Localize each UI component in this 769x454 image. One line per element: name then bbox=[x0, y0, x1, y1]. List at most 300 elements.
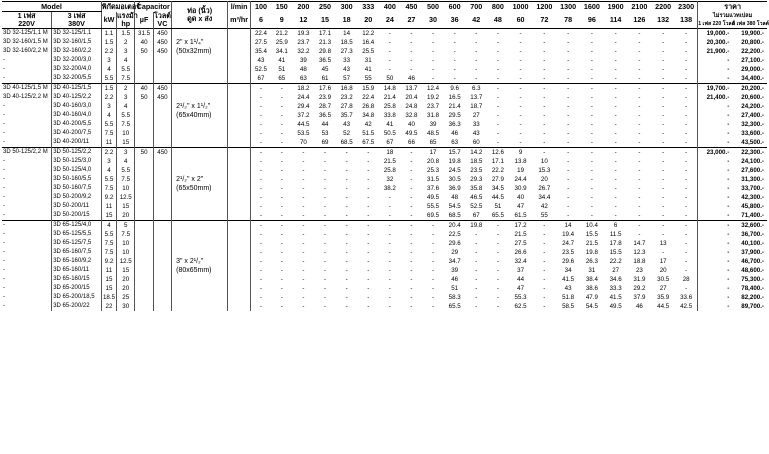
head-value: - bbox=[590, 194, 593, 201]
row-spacer bbox=[228, 166, 251, 175]
price-3ph: 34,400.- bbox=[741, 75, 764, 82]
head-value: - bbox=[519, 103, 522, 110]
flow-m3hr-1: 9 bbox=[279, 14, 284, 24]
head-value: 26.7 bbox=[538, 185, 551, 192]
head-value: - bbox=[567, 176, 570, 183]
vc-value bbox=[153, 275, 171, 284]
head-value: - bbox=[410, 231, 413, 238]
model-3ph: 3D 32-160/2,2 bbox=[52, 47, 102, 56]
flow-m3hr-13: 72 bbox=[540, 14, 549, 24]
flow-lmin-11: 800 bbox=[491, 1, 504, 11]
head-value: - bbox=[410, 303, 413, 310]
model-header: Model bbox=[2, 2, 101, 12]
head-value: - bbox=[614, 158, 617, 165]
model-1ph: - bbox=[2, 211, 52, 221]
head-value: - bbox=[259, 121, 262, 128]
head-value: - bbox=[271, 221, 293, 231]
kw-value: 1.5 bbox=[101, 84, 116, 94]
price-3ph: 24,200.- bbox=[741, 103, 764, 110]
head-value: - bbox=[453, 48, 456, 55]
head-value: 21.2 bbox=[271, 29, 293, 39]
head-value: - bbox=[567, 185, 570, 192]
price-1ph: - bbox=[727, 57, 730, 64]
head-value: - bbox=[662, 66, 665, 73]
model-1ph: - bbox=[2, 166, 52, 175]
pipe-size bbox=[172, 29, 228, 39]
head-value: - bbox=[519, 57, 522, 64]
head-value: - bbox=[280, 103, 283, 110]
row-spacer bbox=[228, 230, 251, 239]
row-spacer bbox=[228, 29, 251, 39]
row-spacer bbox=[228, 38, 251, 47]
head-value: 15.7 bbox=[444, 148, 466, 158]
head-value: - bbox=[567, 167, 570, 174]
head-value: - bbox=[302, 203, 305, 210]
head-value: - bbox=[556, 148, 580, 158]
head-value: - bbox=[662, 75, 665, 82]
head-value: 47 bbox=[517, 285, 525, 292]
head-value: - bbox=[519, 75, 522, 82]
head-value: - bbox=[543, 267, 546, 274]
row-spacer bbox=[228, 193, 251, 202]
vc-value bbox=[153, 211, 171, 221]
price-1ph: 19,000.- bbox=[698, 29, 733, 39]
price-3ph: 46,700.- bbox=[741, 258, 764, 265]
model-3ph: 3D 65-125/5,5 bbox=[52, 230, 102, 239]
head-value: - bbox=[280, 212, 283, 219]
head-value: - bbox=[604, 84, 628, 94]
model-3ph: 3D 32-200/5,5 bbox=[52, 74, 102, 84]
kw-value: 7.5 bbox=[101, 248, 116, 257]
table-row bbox=[2, 138, 767, 148]
head-value: - bbox=[487, 29, 509, 39]
flow-m3hr-11: 48 bbox=[493, 14, 502, 24]
vc-value: 450 bbox=[153, 47, 171, 56]
vc-value: 450 bbox=[153, 93, 171, 102]
head-value: - bbox=[302, 158, 305, 165]
head-value: 25.3 bbox=[427, 167, 440, 174]
pipe-size: (65x40mm) bbox=[172, 111, 228, 120]
head-value: 29.3 bbox=[470, 176, 483, 183]
head-value: - bbox=[410, 48, 413, 55]
kw-value: 2.2 bbox=[101, 148, 116, 158]
row-spacer bbox=[228, 175, 251, 184]
head-value: 31 bbox=[588, 267, 596, 274]
head-value: 42.5 bbox=[675, 302, 698, 311]
head-value: - bbox=[567, 158, 570, 165]
flow-lmin-3: 250 bbox=[319, 1, 331, 11]
flow-lmin-9: 600 bbox=[448, 1, 461, 11]
model-3ph: 3D 50-125/3,0 bbox=[52, 157, 102, 166]
head-value: - bbox=[638, 139, 641, 146]
vc-value bbox=[153, 56, 171, 65]
vc-value bbox=[153, 74, 171, 84]
head-value: - bbox=[345, 231, 348, 238]
flow-lmin-5: 333 bbox=[362, 1, 375, 11]
price-3ph: 27,600.- bbox=[741, 167, 764, 174]
model-3ph: 3D 40-200/11 bbox=[52, 138, 102, 148]
model-3ph: 3D 65-200/18,5 bbox=[52, 293, 102, 302]
vc-value: 450 bbox=[153, 148, 171, 158]
head-value: 33 bbox=[472, 121, 480, 128]
price-3ph: 20,200.- bbox=[732, 84, 767, 94]
price-3ph: 75,300.- bbox=[741, 276, 764, 283]
head-value: - bbox=[410, 294, 413, 301]
head-value: 39 bbox=[299, 57, 307, 64]
kw-value: 1.1 bbox=[101, 29, 116, 39]
price-3ph: 27,100.- bbox=[741, 57, 764, 64]
head-value: 22.4 bbox=[362, 94, 375, 101]
head-value: - bbox=[590, 203, 593, 210]
head-value: - bbox=[388, 57, 391, 64]
head-value: 35.9 bbox=[657, 294, 670, 301]
head-value: 24.4 bbox=[514, 176, 527, 183]
head-value: - bbox=[614, 185, 617, 192]
head-value: - bbox=[432, 66, 435, 73]
head-value: 13.7 bbox=[401, 84, 423, 94]
price-3ph: 20,800.- bbox=[741, 39, 764, 46]
head-value: 67 bbox=[472, 212, 480, 219]
table-row bbox=[2, 111, 767, 120]
head-value: 18.8 bbox=[633, 258, 646, 265]
head-value: 27 bbox=[612, 267, 620, 274]
head-value: 40 bbox=[517, 194, 525, 201]
head-value: 34.5 bbox=[491, 185, 504, 192]
head-value: - bbox=[638, 103, 641, 110]
hp-value: 15 bbox=[117, 138, 135, 148]
model-1ph: - bbox=[2, 202, 52, 211]
head-value: - bbox=[259, 94, 262, 101]
head-value: 48.5 bbox=[427, 130, 440, 137]
volt-header: โวลต์ bbox=[153, 10, 171, 20]
head-value: 24.4 bbox=[297, 94, 310, 101]
head-value: - bbox=[280, 130, 283, 137]
head-value: - bbox=[475, 276, 478, 283]
head-value: - bbox=[250, 221, 271, 231]
row-spacer bbox=[228, 221, 251, 231]
kw-value: 5.5 bbox=[101, 74, 116, 84]
head-value: - bbox=[614, 121, 617, 128]
head-value: 22.4 bbox=[250, 29, 271, 39]
head-value: - bbox=[475, 75, 478, 82]
head-value: 26.8 bbox=[362, 103, 375, 110]
head-value: 39 bbox=[429, 121, 437, 128]
lmin-label: l/min bbox=[228, 2, 251, 12]
head-value: - bbox=[280, 94, 283, 101]
model-1ph: 3D 32-125/1,1 M bbox=[2, 29, 52, 39]
head-value: 17 bbox=[422, 148, 444, 158]
vc-value bbox=[153, 129, 171, 138]
head-value: - bbox=[496, 112, 499, 119]
price-1ph: - bbox=[727, 276, 730, 283]
head-value: - bbox=[614, 94, 617, 101]
head-value: - bbox=[367, 294, 370, 301]
head-value: - bbox=[302, 194, 305, 201]
head-value: 19.8 bbox=[585, 249, 598, 256]
head-value: - bbox=[323, 194, 327, 201]
head-value: - bbox=[590, 167, 593, 174]
flow-lmin-19: 2300 bbox=[675, 2, 698, 12]
head-value: - bbox=[410, 276, 413, 283]
head-value: - bbox=[314, 148, 336, 158]
pipe-size: (80x65mm) bbox=[172, 266, 228, 275]
head-value: - bbox=[675, 65, 698, 74]
head-value: 65 bbox=[429, 139, 437, 146]
head-value: 16.5 bbox=[448, 94, 461, 101]
head-value: 15.3 bbox=[538, 167, 551, 174]
pipe-size bbox=[172, 93, 228, 102]
flow-m3hr-5: 20 bbox=[364, 14, 373, 24]
head-value: 65 bbox=[278, 75, 286, 82]
head-value: - bbox=[496, 303, 499, 310]
head-value: - bbox=[345, 240, 348, 247]
price-1ph: - bbox=[727, 158, 730, 165]
head-value: - bbox=[336, 221, 358, 231]
head-value: - bbox=[345, 249, 348, 256]
head-value: 60 bbox=[472, 139, 480, 146]
head-value: 14.8 bbox=[379, 84, 401, 94]
head-value: - bbox=[675, 166, 698, 175]
head-value: - bbox=[259, 167, 262, 174]
head-value: - bbox=[432, 231, 435, 238]
head-value: 24.7 bbox=[562, 240, 575, 247]
head-value: - bbox=[410, 57, 413, 64]
head-value: 12.4 bbox=[422, 84, 444, 94]
head-value: - bbox=[388, 212, 391, 219]
head-value: - bbox=[567, 94, 570, 101]
head-value: 33.3 bbox=[609, 285, 622, 292]
hp-value: 10 bbox=[117, 129, 135, 138]
head-value: - bbox=[345, 167, 348, 174]
head-value: - bbox=[543, 303, 546, 310]
head-value: - bbox=[280, 285, 283, 292]
head-value: - bbox=[302, 231, 305, 238]
head-value: - bbox=[675, 74, 698, 84]
head-value: 23.5 bbox=[470, 167, 483, 174]
head-value: - bbox=[496, 267, 499, 274]
uf-value bbox=[135, 275, 153, 284]
head-value: - bbox=[280, 185, 283, 192]
price-3ph: 36,700.- bbox=[741, 231, 764, 238]
head-value: - bbox=[675, 266, 698, 275]
uf-value bbox=[135, 239, 153, 248]
head-value: 30.5 bbox=[657, 276, 670, 283]
head-value: - bbox=[432, 48, 435, 55]
pipe-size: 3" x 2¹/₂" bbox=[172, 257, 228, 266]
hp-value: 7.5 bbox=[117, 230, 135, 239]
head-value: - bbox=[543, 276, 546, 283]
head-value: - bbox=[345, 158, 348, 165]
head-value: - bbox=[410, 167, 413, 174]
head-value: 68.5 bbox=[448, 212, 461, 219]
head-value: 29.6 bbox=[448, 240, 461, 247]
head-value: - bbox=[475, 39, 478, 46]
head-value: - bbox=[302, 303, 305, 310]
head-value: - bbox=[567, 139, 570, 146]
model-1ph: - bbox=[2, 65, 52, 74]
head-value: 17.1 bbox=[491, 158, 504, 165]
head-value: - bbox=[532, 148, 556, 158]
table-row bbox=[2, 93, 767, 102]
head-value: 14.2 bbox=[465, 148, 487, 158]
head-value: 67.5 bbox=[362, 139, 375, 146]
vc-value bbox=[153, 257, 171, 266]
head-value: - bbox=[323, 240, 327, 247]
model-1ph: - bbox=[2, 120, 52, 129]
head-value: 34.6 bbox=[609, 276, 622, 283]
head-value: - bbox=[401, 29, 423, 39]
vc-header: VC bbox=[153, 20, 171, 29]
model-3ph: 3D 65-200/15 bbox=[52, 284, 102, 293]
head-value: - bbox=[432, 240, 435, 247]
table-row bbox=[2, 65, 767, 74]
pipe-size bbox=[172, 120, 228, 129]
hp-value: 10 bbox=[117, 184, 135, 193]
pipe-size bbox=[172, 284, 228, 293]
head-value: - bbox=[519, 48, 522, 55]
head-value: 47 bbox=[517, 203, 525, 210]
head-value: - bbox=[675, 111, 698, 120]
row-spacer bbox=[228, 202, 251, 211]
head-value: 22.2 bbox=[609, 258, 622, 265]
head-value: - bbox=[590, 57, 593, 64]
head-value: 23.5 bbox=[562, 249, 575, 256]
model-3ph: 3D 32-125/1,1 bbox=[52, 29, 102, 39]
head-value: 18.7 bbox=[470, 103, 483, 110]
hp-value: 2 bbox=[117, 38, 135, 47]
head-value: - bbox=[388, 294, 391, 301]
head-value: - bbox=[280, 167, 283, 174]
head-value: 52.5 bbox=[254, 66, 267, 73]
head-value: - bbox=[675, 56, 698, 65]
head-value: 42 bbox=[364, 121, 372, 128]
head-value: - bbox=[280, 276, 283, 283]
hp-value: 7.5 bbox=[117, 74, 135, 84]
head-value: - bbox=[662, 94, 665, 101]
head-value: 20 bbox=[540, 176, 548, 183]
model-1ph: 3D 32-160/2,2 M bbox=[2, 47, 52, 56]
head-value: 31 bbox=[364, 57, 372, 64]
head-value: - bbox=[675, 221, 698, 231]
head-value: 55.3 bbox=[514, 294, 527, 301]
head-value: - bbox=[410, 249, 413, 256]
head-value: - bbox=[675, 129, 698, 138]
head-value: - bbox=[432, 258, 435, 265]
price-header: ราคา bbox=[724, 1, 741, 11]
head-value: - bbox=[675, 148, 698, 158]
head-value: - bbox=[432, 303, 435, 310]
row-spacer bbox=[228, 148, 251, 158]
m3hr-label: m³/hr bbox=[228, 12, 251, 29]
price-3ph: 22,300.- bbox=[732, 148, 767, 158]
price-1ph: - bbox=[727, 112, 730, 119]
head-value: 69.5 bbox=[427, 212, 440, 219]
head-value: 51 bbox=[278, 66, 286, 73]
head-value: 46 bbox=[408, 75, 415, 82]
hp-value: 1.5 bbox=[117, 29, 135, 39]
head-value: - bbox=[432, 39, 435, 46]
head-value: 70 bbox=[299, 139, 307, 146]
pipe-size bbox=[172, 65, 228, 74]
head-value: 41 bbox=[386, 121, 394, 128]
head-value: 19.8 bbox=[448, 158, 461, 165]
head-value: - bbox=[604, 29, 628, 39]
head-value: - bbox=[388, 194, 391, 201]
head-value: 55.5 bbox=[427, 203, 440, 210]
head-value: - bbox=[567, 212, 570, 219]
head-value: - bbox=[323, 285, 327, 292]
head-value: 26.6 bbox=[514, 249, 527, 256]
uf-value bbox=[135, 157, 153, 166]
head-value: - bbox=[259, 130, 262, 137]
head-value: - bbox=[323, 249, 327, 256]
model-1ph: - bbox=[2, 257, 52, 266]
head-value: - bbox=[422, 29, 444, 39]
head-value: 31.5 bbox=[427, 176, 440, 183]
head-value: 19.3 bbox=[293, 29, 315, 39]
head-value: - bbox=[675, 120, 698, 129]
head-value: - bbox=[675, 230, 698, 239]
price-3ph: 24,100.- bbox=[741, 158, 764, 165]
head-value: - bbox=[367, 285, 370, 292]
head-value: - bbox=[628, 29, 652, 39]
vc-value bbox=[153, 293, 171, 302]
flow-m3hr-15: 96 bbox=[587, 14, 596, 24]
model-1ph: - bbox=[2, 275, 52, 284]
model-3ph: 3D 32-160/1,5 bbox=[52, 38, 102, 47]
head-value: 54.5 bbox=[448, 203, 461, 210]
head-value: - bbox=[651, 221, 675, 231]
head-value: - bbox=[567, 121, 570, 128]
kw-value: 4 bbox=[101, 111, 116, 120]
head-value: - bbox=[280, 294, 283, 301]
vc-value bbox=[153, 111, 171, 120]
head-value: - bbox=[496, 130, 499, 137]
pipe-size bbox=[172, 248, 228, 257]
head-value: 25.9 bbox=[275, 39, 288, 46]
head-value: - bbox=[590, 103, 593, 110]
price-1ph: 20,300.- bbox=[706, 39, 730, 46]
head-value: 17.8 bbox=[609, 240, 622, 247]
head-value: - bbox=[543, 39, 546, 46]
head-value: 35.7 bbox=[340, 112, 353, 119]
head-value: - bbox=[487, 221, 509, 231]
flow-lmin-15: 1600 bbox=[583, 1, 600, 11]
model-1ph: - bbox=[2, 266, 52, 275]
head-value: 44.5 bbox=[297, 121, 310, 128]
head-value: - bbox=[357, 221, 379, 231]
head-value: 10 bbox=[540, 158, 548, 165]
vc-value bbox=[153, 239, 171, 248]
flow-lmin-6: 400 bbox=[383, 1, 396, 11]
head-value: - bbox=[651, 148, 675, 158]
kw-value: 15 bbox=[101, 284, 116, 293]
head-value: 50.5 bbox=[383, 130, 396, 137]
row-spacer bbox=[228, 248, 251, 257]
head-value: 9 bbox=[509, 148, 533, 158]
head-value: - bbox=[496, 240, 499, 247]
kw-value: 3 bbox=[101, 157, 116, 166]
head-value: 37.6 bbox=[427, 185, 440, 192]
table-row bbox=[2, 120, 767, 129]
head-value: - bbox=[651, 29, 675, 39]
head-value: - bbox=[475, 303, 478, 310]
head-value: - bbox=[280, 240, 283, 247]
vc-value bbox=[153, 248, 171, 257]
head-value: 21.5 bbox=[585, 240, 598, 247]
vc-value bbox=[153, 102, 171, 111]
head-value: - bbox=[323, 303, 327, 310]
